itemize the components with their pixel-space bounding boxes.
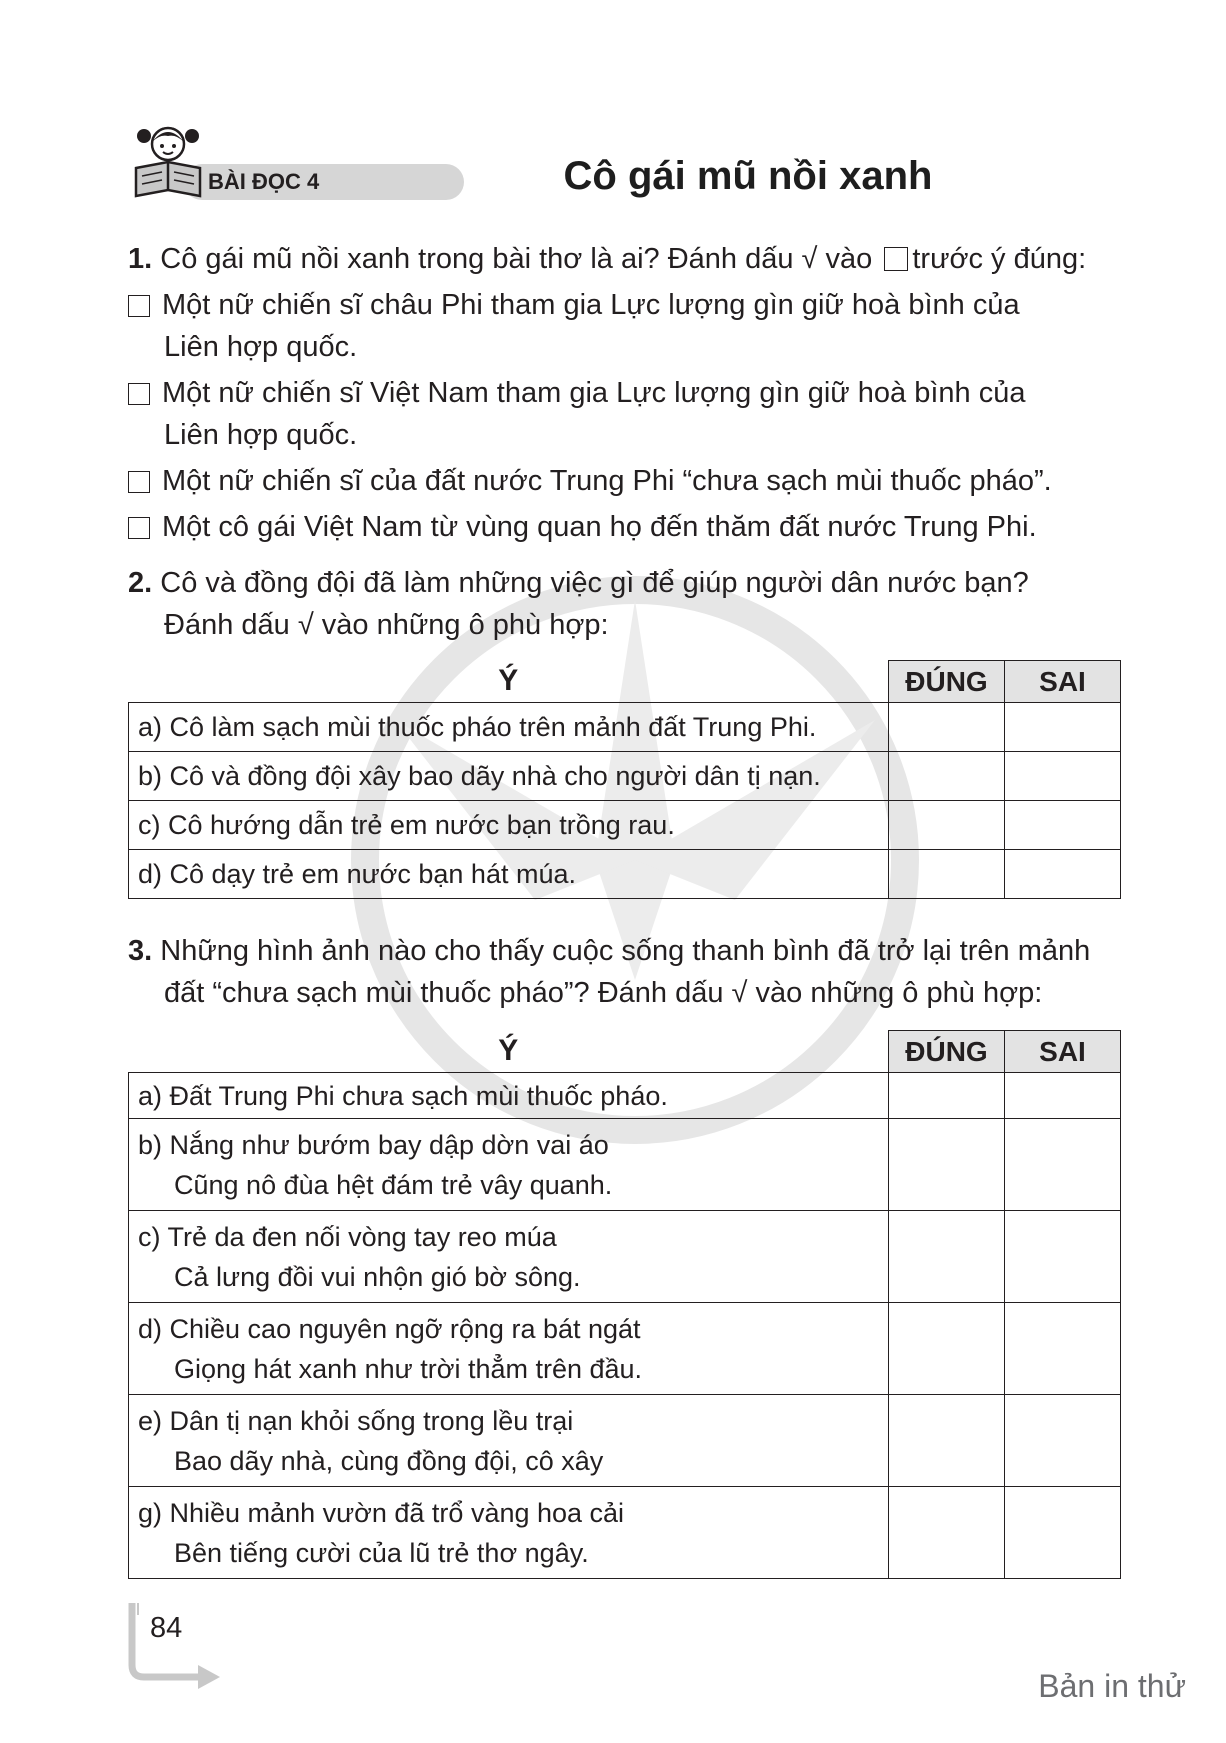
option-2-line-2: Liên hợp quốc. bbox=[164, 419, 358, 451]
question-2-line-1: Cô và đồng đội đã làm những việc gì để giúp người dân nước bạn? bbox=[152, 567, 1029, 599]
page-title: Cô gái mũ nồi xanh bbox=[563, 154, 933, 198]
row-e-line-1: e) Dân tị nạn khỏi sống trong lều trại bbox=[138, 1405, 574, 1436]
option-1 bbox=[128, 284, 1119, 368]
row-e-text bbox=[129, 1395, 889, 1487]
answer-cell-dung[interactable] bbox=[889, 801, 1005, 850]
table-row bbox=[129, 1211, 1121, 1303]
row-b-text bbox=[129, 1119, 889, 1211]
question-1-text: Cô gái mũ nồi xanh trong bài thơ là ai? Đánh dấu √ vào bbox=[152, 243, 873, 275]
answer-cell-sai[interactable] bbox=[1005, 1073, 1121, 1119]
question-3 bbox=[128, 930, 1119, 1014]
row-d-line-1: d) Chiều cao nguyên ngỡ rộng ra bát ngát bbox=[138, 1313, 641, 1344]
table-row bbox=[129, 850, 1121, 899]
option-3-line-1: Một nữ chiến sĩ của đất nước Trung Phi “chưa sạch mùi thuốc pháo”. bbox=[162, 465, 1052, 497]
table-row bbox=[129, 1395, 1121, 1487]
option-1-checkbox[interactable] bbox=[128, 295, 150, 317]
row-d-line-2: Giọng hát xanh như trời thẳm trên đầu. bbox=[174, 1353, 643, 1384]
lesson-badge-label: BÀI ĐỌC 4 bbox=[208, 169, 320, 194]
question-1-number: 1. bbox=[128, 243, 153, 275]
option-4-line-1: Một cô gái Việt Nam từ vùng quan họ đến thăm đất nước Trung Phi. bbox=[162, 511, 1037, 543]
question-2-table bbox=[128, 660, 1121, 899]
answer-cell-dung[interactable] bbox=[889, 1211, 1005, 1303]
option-1-line-2: Liên hợp quốc. bbox=[164, 331, 358, 363]
answer-cell-sai[interactable] bbox=[1005, 801, 1121, 850]
question-3-line-1: Những hình ảnh nào cho thấy cuộc sống thanh bình đã trở lại trên mảnh bbox=[152, 935, 1091, 967]
table-header-sai: SAI bbox=[1005, 1031, 1121, 1073]
row-b-line-1: b) Nắng như bướm bay dập dờn vai áo bbox=[138, 1129, 609, 1160]
option-4 bbox=[128, 506, 1119, 548]
table-header-y: Ý bbox=[498, 664, 519, 698]
table-header-dung: ĐÚNG bbox=[889, 1031, 1005, 1073]
table-header-y: Ý bbox=[498, 1034, 519, 1068]
question-2 bbox=[128, 562, 1119, 646]
question-2-line-2: Đánh dấu √ vào những ô phù hợp: bbox=[164, 609, 609, 641]
option-2-line-1: Một nữ chiến sĩ Việt Nam tham gia Lực lượng gìn giữ hoà bình của bbox=[162, 377, 1026, 409]
checkbox-icon bbox=[884, 247, 908, 271]
page-number: 84 bbox=[150, 1612, 183, 1644]
option-2 bbox=[128, 372, 1119, 456]
option-3-checkbox[interactable] bbox=[128, 471, 150, 493]
answer-cell-dung[interactable] bbox=[889, 1487, 1005, 1579]
reading-girl-icon bbox=[128, 120, 218, 204]
answer-cell-sai[interactable] bbox=[1005, 850, 1121, 899]
question-2-number: 2. bbox=[128, 567, 153, 599]
row-c-text: c) Cô hướng dẫn trẻ em nước bạn trồng rau. bbox=[129, 801, 889, 850]
row-e-line-2: Bao dãy nhà, cùng đồng đội, cô xây bbox=[174, 1445, 604, 1476]
table-row bbox=[129, 1487, 1121, 1579]
row-d-text bbox=[129, 1303, 889, 1395]
answer-cell-sai[interactable] bbox=[1005, 1119, 1121, 1211]
row-c-line-1: c) Trẻ da đen nối vòng tay reo múa bbox=[138, 1221, 557, 1252]
table-header-sai: SAI bbox=[1005, 661, 1121, 703]
table-header-dung: ĐÚNG bbox=[889, 661, 1005, 703]
answer-cell-dung[interactable] bbox=[889, 1395, 1005, 1487]
answer-cell-sai[interactable] bbox=[1005, 1487, 1121, 1579]
answer-cell-dung[interactable] bbox=[889, 752, 1005, 801]
question-3-number: 3. bbox=[128, 935, 153, 967]
row-a-text: a) Đất Trung Phi chưa sạch mùi thuốc pháo. bbox=[129, 1073, 889, 1119]
option-3 bbox=[128, 460, 1119, 502]
answer-cell-dung[interactable] bbox=[889, 1303, 1005, 1395]
question-1-text-after: trước ý đúng: bbox=[912, 243, 1087, 275]
answer-cell-sai[interactable] bbox=[1005, 703, 1121, 752]
row-a-text: a) Cô làm sạch mùi thuốc pháo trên mảnh đất Trung Phi. bbox=[129, 703, 889, 752]
option-2-checkbox[interactable] bbox=[128, 383, 150, 405]
row-d-text: d) Cô dạy trẻ em nước bạn hát múa. bbox=[129, 850, 889, 899]
row-c-line-2: Cả lưng đồi vui nhộn gió bờ sông. bbox=[174, 1261, 581, 1292]
option-1-line-1: Một nữ chiến sĩ châu Phi tham gia Lực lượng gìn giữ hoà bình của bbox=[162, 289, 1020, 321]
question-3-line-2: đất “chưa sạch mùi thuốc pháo”? Đánh dấu √ vào những ô phù hợp: bbox=[164, 977, 1043, 1009]
row-g-line-2: Bên tiếng cười của lũ trẻ thơ ngây. bbox=[174, 1537, 589, 1568]
table-row bbox=[129, 1073, 1121, 1119]
answer-cell-sai[interactable] bbox=[1005, 1211, 1121, 1303]
answer-cell-sai[interactable] bbox=[1005, 1303, 1121, 1395]
table-row bbox=[129, 1119, 1121, 1211]
answer-cell-sai[interactable] bbox=[1005, 752, 1121, 801]
row-c-text bbox=[129, 1211, 889, 1303]
option-4-checkbox[interactable] bbox=[128, 517, 150, 539]
row-b-text: b) Cô và đồng đội xây bao dãy nhà cho người dân tị nạn. bbox=[129, 752, 889, 801]
table-row bbox=[129, 801, 1121, 850]
answer-cell-dung[interactable] bbox=[889, 1119, 1005, 1211]
table-row bbox=[129, 752, 1121, 801]
lesson-header bbox=[128, 120, 1108, 210]
row-g-line-1: g) Nhiều mảnh vườn đã trổ vàng hoa cải bbox=[138, 1497, 625, 1528]
answer-cell-dung[interactable] bbox=[889, 1073, 1005, 1119]
answer-cell-sai[interactable] bbox=[1005, 1395, 1121, 1487]
table-row bbox=[129, 703, 1121, 752]
print-proof-label: Bản in thử bbox=[1038, 1668, 1186, 1704]
row-b-line-2: Cũng nô đùa hệt đám trẻ vây quanh. bbox=[174, 1169, 613, 1200]
answer-cell-dung[interactable] bbox=[889, 703, 1005, 752]
row-g-text bbox=[129, 1487, 889, 1579]
question-3-table bbox=[128, 1030, 1121, 1579]
table-row bbox=[129, 1303, 1121, 1395]
page-corner-arrow-icon bbox=[128, 1595, 238, 1705]
question-1 bbox=[128, 238, 1119, 280]
answer-cell-dung[interactable] bbox=[889, 850, 1005, 899]
